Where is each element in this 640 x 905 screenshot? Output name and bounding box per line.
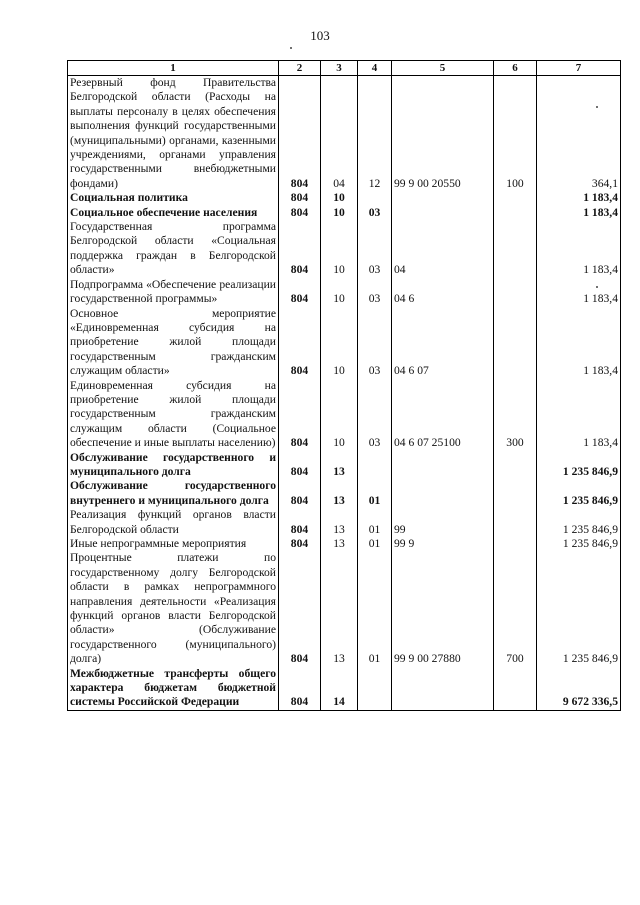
- row-expense-type: 300: [494, 379, 537, 451]
- row-ved-code: 804: [279, 508, 321, 537]
- row-expense-type: [494, 451, 537, 480]
- row-subsection-code: 01: [358, 537, 392, 551]
- row-ved-code: 804: [279, 537, 321, 551]
- col-header-5: 5: [392, 61, 494, 76]
- row-expense-type: [494, 191, 537, 205]
- row-amount: 1 235 846,9: [537, 508, 621, 537]
- header-row: [68, 61, 621, 76]
- table-row: [68, 508, 621, 537]
- row-target-article: [392, 451, 494, 480]
- table-body: [68, 76, 621, 711]
- row-target-article: 99 9 00 20550: [392, 76, 494, 192]
- table-row: [68, 191, 621, 205]
- row-amount: 1 183,4: [537, 307, 621, 379]
- row-subsection-code: 03: [358, 379, 392, 451]
- row-expense-type: [494, 307, 537, 379]
- row-ved-code: 804: [279, 220, 321, 278]
- col-header-4: 4: [358, 61, 392, 76]
- row-section-code: 10: [321, 206, 358, 220]
- col-header-6: 6: [494, 61, 537, 76]
- table-row: [68, 479, 621, 508]
- row-ved-code: 804: [279, 191, 321, 205]
- row-ved-code: 804: [279, 451, 321, 480]
- row-target-article: 04 6: [392, 278, 494, 307]
- row-name: Межбюджетные трансферты общего характера бюджетам бюджетной системы Российской Федерации: [68, 667, 279, 711]
- row-subsection-code: 01: [358, 551, 392, 666]
- row-subsection-code: 01: [358, 508, 392, 537]
- row-subsection-code: [358, 667, 392, 711]
- row-subsection-code: 12: [358, 76, 392, 192]
- row-amount: 1 235 846,9: [537, 537, 621, 551]
- col-header-2: 2: [279, 61, 321, 76]
- row-expense-type: [494, 278, 537, 307]
- row-ved-code: 804: [279, 278, 321, 307]
- row-subsection-code: 03: [358, 278, 392, 307]
- row-section-code: 14: [321, 667, 358, 711]
- row-section-code: 13: [321, 551, 358, 666]
- budget-table: [67, 60, 621, 711]
- row-expense-type: [494, 479, 537, 508]
- row-name: Иные непрограммные мероприятия: [68, 537, 279, 551]
- row-section-code: 13: [321, 479, 358, 508]
- row-subsection-code: 03: [358, 307, 392, 379]
- table-row: [68, 551, 621, 666]
- table-row: [68, 379, 621, 451]
- table-row: [68, 76, 621, 192]
- table-row: [68, 667, 621, 711]
- row-section-code: 13: [321, 451, 358, 480]
- row-section-code: 13: [321, 537, 358, 551]
- table-row: [68, 206, 621, 220]
- row-target-article: [392, 206, 494, 220]
- row-amount: 364,1: [537, 76, 621, 192]
- row-amount: 1 183,4: [537, 379, 621, 451]
- col-header-7: 7: [537, 61, 621, 76]
- row-name: Реализация функций органов власти Белгородской области: [68, 508, 279, 537]
- table-row: [68, 537, 621, 551]
- row-amount: 1 183,4: [537, 220, 621, 278]
- row-ved-code: 804: [279, 551, 321, 666]
- table-row: [68, 220, 621, 278]
- row-name: Резервный фонд Правительства Белгородской области (Расходы на выплаты персоналу в целях обеспечения выполнения функций государственными (муниципальными) органами, казенными учреждениями, органами управления государственными внебюджетными фондами): [68, 76, 279, 192]
- row-expense-type: 100: [494, 76, 537, 192]
- row-name: Подпрограмма «Обеспечение реализации государственной программы»: [68, 278, 279, 307]
- row-ved-code: 804: [279, 667, 321, 711]
- row-name: Обслуживание государственного и муниципального долга: [68, 451, 279, 480]
- row-section-code: 10: [321, 307, 358, 379]
- row-expense-type: 700: [494, 551, 537, 666]
- row-expense-type: [494, 508, 537, 537]
- row-subsection-code: 03: [358, 220, 392, 278]
- row-section-code: 10: [321, 379, 358, 451]
- row-section-code: 13: [321, 508, 358, 537]
- row-target-article: [392, 479, 494, 508]
- row-target-article: [392, 191, 494, 205]
- row-target-article: 04: [392, 220, 494, 278]
- row-subsection-code: [358, 451, 392, 480]
- row-ved-code: 804: [279, 206, 321, 220]
- row-subsection-code: [358, 191, 392, 205]
- row-section-code: 04: [321, 76, 358, 192]
- row-amount: 9 672 336,5: [537, 667, 621, 711]
- row-name: Основное мероприятие «Единовременная субсидия на приобретение жилой площади государственным гражданским служащим области»: [68, 307, 279, 379]
- row-section-code: 10: [321, 278, 358, 307]
- row-name: Государственная программа Белгородской области «Социальная поддержка граждан в Белгородской области»: [68, 220, 279, 278]
- row-expense-type: [494, 206, 537, 220]
- col-header-1: 1: [68, 61, 279, 76]
- row-name: Обслуживание государственного внутреннего и муниципального долга: [68, 479, 279, 508]
- row-ved-code: 804: [279, 307, 321, 379]
- table-row: [68, 278, 621, 307]
- row-target-article: 99: [392, 508, 494, 537]
- row-name: Процентные платежи по государственному долгу Белгородской области в рамках непрограммного направления деятельности «Реализация функций органов власти Белгородской области» (Обслуживание государственного (муниципального) долга): [68, 551, 279, 666]
- row-subsection-code: 03: [358, 206, 392, 220]
- row-expense-type: [494, 667, 537, 711]
- row-target-article: [392, 667, 494, 711]
- row-ved-code: 804: [279, 76, 321, 192]
- row-subsection-code: 01: [358, 479, 392, 508]
- page-number: 103: [310, 28, 330, 43]
- row-ved-code: 804: [279, 479, 321, 508]
- row-name: Социальная политика: [68, 191, 279, 205]
- col-header-3: 3: [321, 61, 358, 76]
- row-section-code: 10: [321, 191, 358, 205]
- row-amount: 1 235 846,9: [537, 451, 621, 480]
- row-amount: 1 183,4: [537, 191, 621, 205]
- table-row: [68, 307, 621, 379]
- row-section-code: 10: [321, 220, 358, 278]
- row-target-article: 04 6 07 25100: [392, 379, 494, 451]
- scan-speck: [290, 47, 292, 49]
- row-name: Социальное обеспечение населения: [68, 206, 279, 220]
- row-target-article: 99 9 00 27880: [392, 551, 494, 666]
- row-target-article: 99 9: [392, 537, 494, 551]
- row-expense-type: [494, 220, 537, 278]
- table-row: [68, 451, 621, 480]
- row-expense-type: [494, 537, 537, 551]
- row-amount: 1 235 846,9: [537, 479, 621, 508]
- row-amount: 1 183,4: [537, 206, 621, 220]
- row-ved-code: 804: [279, 379, 321, 451]
- row-amount: 1 235 846,9: [537, 551, 621, 666]
- row-amount: 1 183,4: [537, 278, 621, 307]
- row-target-article: 04 6 07: [392, 307, 494, 379]
- row-name: Единовременная субсидия на приобретение жилой площади государственным гражданским служащим области (Социальное обеспечение и иные выплаты населению): [68, 379, 279, 451]
